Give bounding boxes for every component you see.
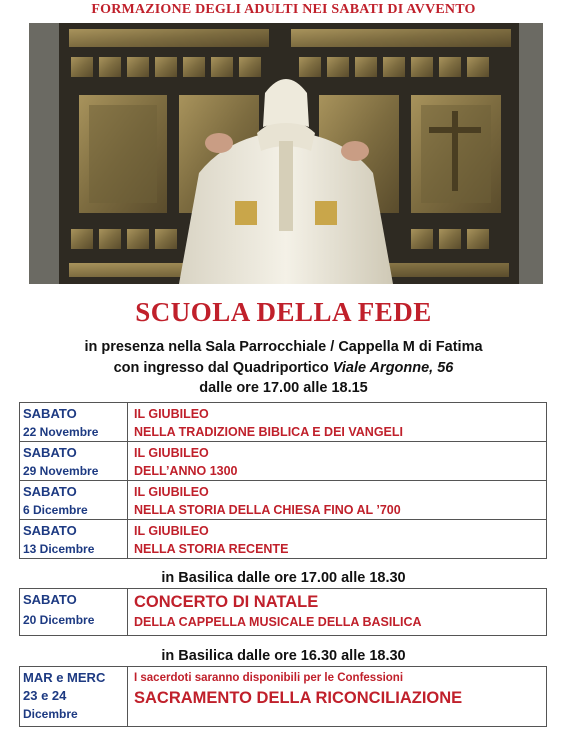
top-title: FORMAZIONE DEGLI ADULTI NEI SABATI DI AVVENTO bbox=[91, 2, 476, 17]
confession-heading: in Basilica dalle ore 16.30 alle 18.30 bbox=[161, 648, 406, 664]
holy-door-illustration bbox=[29, 23, 543, 284]
row-title: IL GIUBILEO bbox=[134, 485, 209, 499]
table-row bbox=[20, 589, 547, 636]
location-line-1: in presenza nella Sala Parrocchiale / Cappella M di Fatima bbox=[84, 339, 483, 355]
table-row bbox=[20, 481, 547, 520]
concert-day: SABATO bbox=[23, 592, 77, 607]
row-title: IL GIUBILEO bbox=[134, 524, 209, 538]
row-day: SABATO bbox=[23, 406, 77, 421]
schedule-table bbox=[19, 402, 547, 559]
row-title: IL GIUBILEO bbox=[134, 407, 209, 421]
table-row bbox=[20, 520, 547, 559]
row-subtitle: DELL’ANNO 1300 bbox=[134, 464, 238, 478]
concert-title: CONCERTO DI NATALE bbox=[134, 593, 319, 611]
location-prefix: con ingresso dal Quadriportico bbox=[113, 360, 333, 376]
row-title: IL GIUBILEO bbox=[134, 446, 209, 460]
location-line-2 bbox=[0, 360, 567, 376]
concert-date: 20 Dicembre bbox=[23, 613, 95, 627]
confession-note: I sacerdoti saranno disponibili per le Confessioni bbox=[134, 672, 404, 684]
confession-day: MAR e MERC bbox=[23, 670, 106, 685]
table-row bbox=[20, 667, 547, 727]
row-day: SABATO bbox=[23, 523, 77, 538]
row-date: 29 Novembre bbox=[23, 464, 99, 478]
table-row bbox=[20, 403, 547, 442]
concert-table bbox=[19, 588, 547, 636]
row-subtitle: NELLA TRADIZIONE BIBLICA E DEI VANGELI bbox=[134, 425, 403, 439]
row-date: 6 Dicembre bbox=[23, 503, 88, 517]
row-date: 22 Novembre bbox=[23, 425, 99, 439]
row-subtitle: NELLA STORIA RECENTE bbox=[134, 542, 289, 556]
table-row bbox=[20, 442, 547, 481]
row-subtitle: NELLA STORIA DELLA CHIESA FINO AL ’700 bbox=[134, 503, 401, 517]
confession-dates: 23 e 24 bbox=[23, 688, 67, 703]
concert-subtitle: DELLA CAPPELLA MUSICALE DELLA BASILICA bbox=[134, 615, 422, 629]
location-address: Viale Argonne, 56 bbox=[332, 360, 454, 376]
row-day: SABATO bbox=[23, 445, 77, 460]
holy-door-photo bbox=[29, 23, 543, 284]
concert-heading: in Basilica dalle ore 17.00 alle 18.30 bbox=[161, 570, 406, 586]
row-date: 13 Dicembre bbox=[23, 542, 95, 556]
row-day: SABATO bbox=[23, 484, 77, 499]
confession-table bbox=[19, 666, 547, 727]
confession-month: Dicembre bbox=[23, 707, 78, 721]
time-line: dalle ore 17.00 alle 18.15 bbox=[199, 380, 368, 396]
main-title: SCUOLA DELLA FEDE bbox=[135, 297, 432, 327]
confession-title: SACRAMENTO DELLA RICONCILIAZIONE bbox=[134, 689, 463, 707]
